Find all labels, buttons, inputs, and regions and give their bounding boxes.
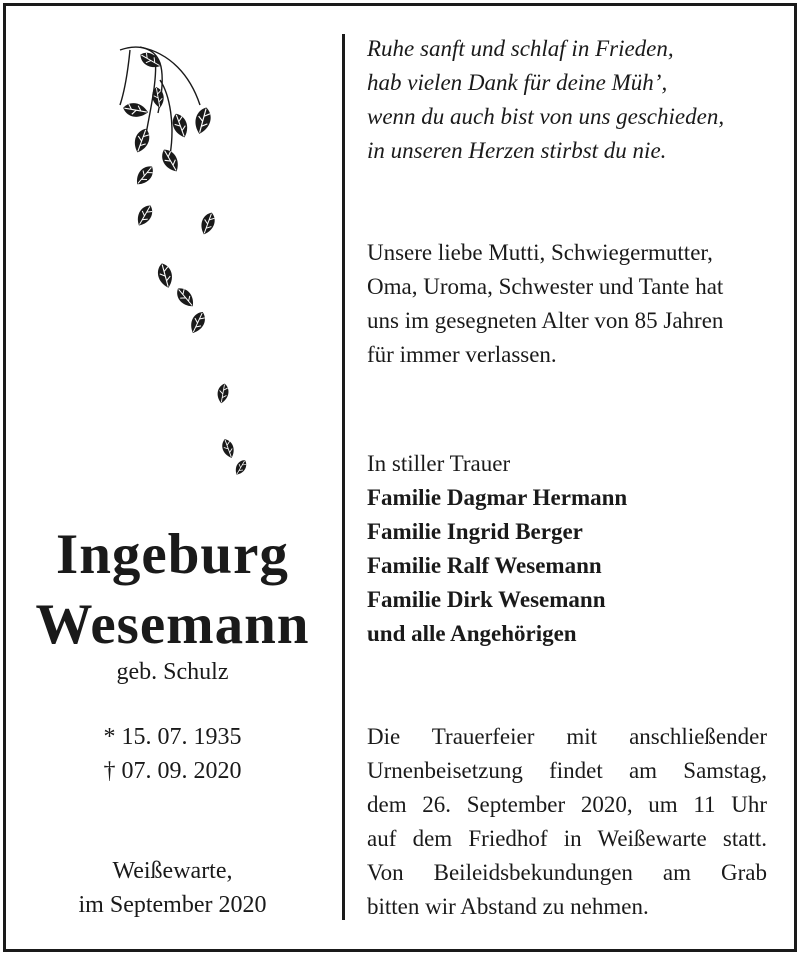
deceased-first-name: Ingeburg <box>56 523 289 586</box>
falling-leaves-icon <box>100 35 270 485</box>
service-info <box>367 720 767 924</box>
place-line: Weißewarte, <box>112 858 233 884</box>
announcement-line: für immer verlassen. <box>367 342 557 367</box>
service-line: auf dem Friedhof in Weißewarte statt. <box>367 826 767 851</box>
poem-line: hab vielen Dank für deine Müh’, <box>367 70 668 95</box>
death-date: † 07. 09. 2020 <box>103 758 242 784</box>
mourners-intro: In stiller Trauer <box>367 451 511 476</box>
maiden-name: geb. Schulz <box>116 659 229 685</box>
service-line: bitten wir Abstand zu nehmen. <box>367 894 649 919</box>
birth-date: * 15. 07. 1935 <box>103 724 242 750</box>
service-line: Urnenbeisetzung findet am Samstag, <box>367 758 767 783</box>
mourners <box>367 447 767 651</box>
column-divider <box>342 34 345 920</box>
poem-line: Ruhe sanft und schlaf in Frieden, <box>367 36 674 61</box>
service-line: dem 26. September 2020, um 11 Uhr <box>367 792 767 817</box>
announcement-text <box>367 236 767 372</box>
mourner-name: Familie Dirk Wesemann <box>367 587 606 612</box>
service-line: Die Trauerfeier mit anschließender <box>367 724 767 749</box>
announcement-line: Unsere liebe Mutti, Schwiegermutter, <box>367 240 713 265</box>
service-line: Von Beileidsbekundungen am Grab <box>367 860 767 885</box>
announcement-line: Oma, Uroma, Schwester und Tante hat <box>367 274 724 299</box>
poem-line: wenn du auch bist von uns geschieden, <box>367 104 725 129</box>
poem <box>367 32 767 168</box>
mourner-name: Familie Ralf Wesemann <box>367 553 602 578</box>
mourner-name: Familie Dagmar Hermann <box>367 485 628 510</box>
deceased-last-name: Wesemann <box>35 593 310 656</box>
mourner-name: und alle Angehörigen <box>367 621 577 646</box>
poem-line: in unseren Herzen stirbst du nie. <box>367 138 667 163</box>
mourner-name: Familie Ingrid Berger <box>367 519 583 544</box>
announcement-line: uns im gesegneten Alter von 85 Jahren <box>367 308 724 333</box>
date-line: im September 2020 <box>78 892 267 918</box>
